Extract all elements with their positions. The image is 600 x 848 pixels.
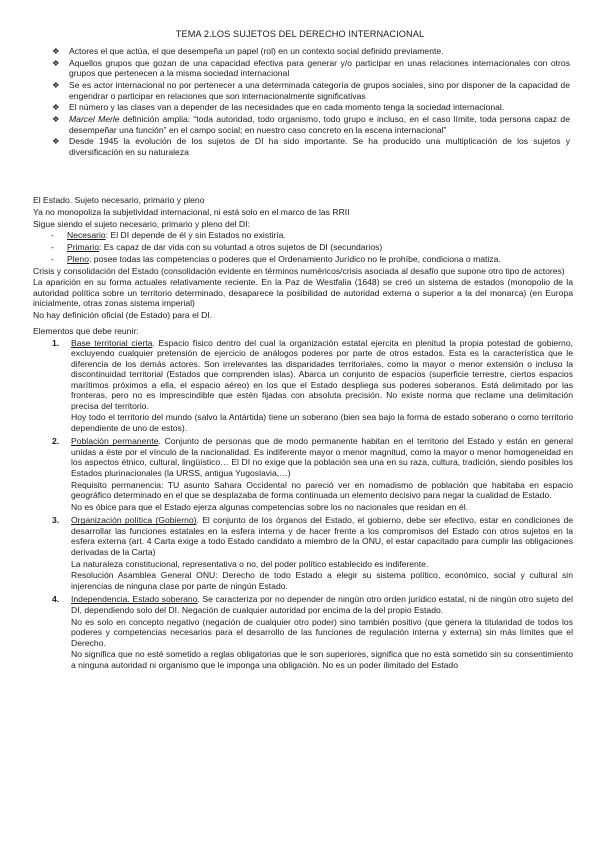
- list-item: [52, 46, 570, 56]
- item-number: 2.: [52, 436, 60, 447]
- term-text: : El DI depende de él y sin Estados no existiría.: [105, 230, 286, 241]
- term: Base territorial cierta: [71, 337, 153, 348]
- sub-paragraph: No significa que no esté sometido a reglas obligatorias que le son superiores, significa que no está sometido sin su consentimiento a ninguna autoridad ni organismo que le imponga una obligación. No es un poder ilimitado del Estado: [71, 649, 573, 670]
- sub-paragraph: No es óbice para que el Estado ejerza algunas competencias sobre los no nacionales que residan en él.: [71, 501, 468, 512]
- diamond-bullet-icon: ❖: [52, 114, 60, 125]
- item-number: 4.: [52, 594, 60, 605]
- list-item: [52, 58, 570, 79]
- dash-list: [33, 230, 573, 264]
- sub-paragraph: No es solo en concepto negativo (negación de cualquier otro poder) sino también positivo (que genera la titularidad de todos los poderes y competencias necesarios para el desarrollo de las funciones de regulación interna y externa) sin más límites que el Derecho.: [71, 616, 573, 648]
- dash-bullet-icon: -: [51, 242, 54, 253]
- term: Población permanente: [71, 436, 159, 447]
- bullet-text: definición amplia: “toda autoridad, todo organismo, todo grupo e incluso, en el caso límite, toda persona capaz de desempeñar una función” en el campo social; en nuestro caso concreto en la escena internacional”: [69, 114, 570, 135]
- bullet-text: Actores el que actúa, el que desempeña un papel (rol) en un contexto social definido previamente.: [69, 46, 444, 56]
- sub-paragraph: Hoy todo el territorio del mundo (salvo la Antártida) tiene un soberano (bien sea bajo la forma de estado soberano o como territorio dependiente de uno de estos).: [71, 412, 573, 433]
- term-text: . El conjunto de los órganos del Estado, el gobierno, debe ser efectivo, estar en condiciones de desarrollar las funciones estatales en la esfera interna y de hacer frente a los compromisos del Estado con otros sujetos en la esfera externa (art. 4 Carta exige a todo Estado candidato a miembro de la ONU, el estar capacitado para cumplir las obligaciones derivadas de la Carta): [71, 515, 574, 557]
- diamond-bullet-icon: ❖: [52, 57, 60, 68]
- list-item: [52, 102, 570, 112]
- dash-bullet-icon: -: [51, 230, 54, 241]
- paragraph: Sigue siendo el sujeto necesario, primario y pleno del DI:: [33, 218, 250, 229]
- numbered-list: [33, 338, 573, 671]
- list-item: [33, 594, 573, 670]
- bullet-text: Desde 1945 la evolución de los sujetos de DI ha sido importante. Se ha producido una multiplicación de los sujetos y diversificación en su naturaleza: [69, 136, 570, 157]
- diamond-bullet-icon: ❖: [52, 102, 60, 113]
- estado-section: [33, 195, 573, 673]
- list-item: [33, 254, 573, 264]
- term-text: . Espacio físico dentro del cual la organización estatal ejercita en plenitud la propia potestad de gobierno, excluyendo cualquier pretensión de ejercicio de análogos poderes por parte de otros estados. Esta es la característica que le diferencia de los demás actores. Son irrelevantes las disparidades territoriales, como la mayor o menor extensión o incluso la discontinuidad territorial (Estados que comprenden islas). Abarca un conjunto de espacios (superficie terrestre, ciertos espacios marítimos próximos a ella, el espacio aéreo) en los que el Estado despliega sus poderes soberanos. Está delimitado por las fronteras, pero no es imprescindible que estén fijadas con absoluta precisión. No existe norma que reclame una delimitación precisa del territorio.: [71, 337, 573, 411]
- term: Pleno: [67, 253, 89, 264]
- bullet-author: Marcel Merle: [69, 114, 120, 125]
- item-number: 3.: [52, 515, 60, 526]
- item-number: 1.: [52, 337, 60, 348]
- term: Independencia. Estado soberano: [71, 594, 198, 605]
- paragraph: Elementos que debe reunir:: [33, 326, 139, 336]
- paragraph: No hay definición oficial (de Estado) para el DI.: [33, 310, 213, 321]
- bullet-text: El número y las clases van a depender de las necesidades que en cada momento tenga la sociedad internacional.: [69, 102, 505, 113]
- bullet-list: [52, 46, 570, 159]
- diamond-bullet-icon: ❖: [52, 46, 60, 56]
- list-item: [33, 230, 573, 240]
- sub-paragraph: La naturaleza constitucional, representativa o no, del poder político establecido es indiferente.: [71, 558, 429, 569]
- term-text: : posee todas las competencias o poderes que el Ordenamiento Jurídico no le prohíbe, condiciona o matiza.: [88, 253, 501, 264]
- term: Necesario: [67, 230, 106, 241]
- list-item: [52, 80, 570, 101]
- list-item: [33, 338, 573, 434]
- list-item: [52, 114, 570, 135]
- paragraph: La aparición en su forma actuales relativamente reciente. En la Paz de Westfalia (1648) se creó un sistema de estados (monopolio de la autoridad política sobre un territorio determinado, desaparece la posibilidad de autoridad externa o superior a la del monarca) (en Europa inicialmente, otras zonas sistema imperial): [33, 277, 573, 309]
- bullet-text: Se es actor internacional no por pertenecer a una determinada categoría de grupos sociales, sino por disponer de la capacidad de engendrar o participar en relaciones que son internacionalmente significativas: [69, 80, 570, 101]
- term: Primario: [67, 242, 99, 253]
- term: Organización política (Gobierno): [71, 515, 197, 526]
- dash-bullet-icon: -: [51, 253, 54, 264]
- term-text: . Se caracteriza por no depender de ningún otro orden jurídico estatal, ni de ningún otro sujeto del DI, dependiendo solo del DI. Negación de cualquier autoridad por encima de la del propio Estado.: [71, 594, 573, 615]
- paragraph: Crisis y consolidación del Estado (consolidación evidente en términos numéricos/crisis asociada al desafío que supone otro tipo de actores): [33, 265, 565, 276]
- list-item: [52, 136, 570, 157]
- sub-paragraph: Resolución Asamblea General ONU: Derecho de todo Estado a elegir su sistema político, económico, social y cultural sin injerencias de ninguna clase por parte de ningún Estado.: [71, 570, 573, 591]
- list-item: [33, 242, 573, 252]
- bullet-text: Aquellos grupos que gozan de una capacidad efectiva para generar y/o participar en unas relaciones internacionales con otros grupos que pertenecen a la misma sociedad internacional: [69, 57, 570, 79]
- page-title: TEMA 2.LOS SUJETOS DEL DERECHO INTERNACIONAL: [175, 29, 425, 39]
- section-heading: El Estado. Sujeto necesario, primario y pleno: [33, 195, 205, 205]
- list-item: [33, 515, 573, 591]
- term-text: . Conjunto de personas que de modo permanente habitan en el territorio del Estado y están en general unidas a éste por el vínculo de la nacionalidad. Es indiferente mayor o menor magnitud, como la mayor o menor homogeneidad en los aspectos étnico, cultural, lingüístico… El DI no exige que la población sea una en su raza, cultura, tradición, siendo posibles los Estados plurinacionales (la URSS, antigua Yugoslavia,…): [71, 436, 573, 478]
- diamond-bullet-icon: ❖: [52, 80, 60, 91]
- diamond-bullet-icon: ❖: [52, 136, 60, 147]
- sub-paragraph: Requisito permanencia: TU asunto Sahara Occidental no pareció ver en nomadismo de población que habitaba en espacio geográfico determinado en el que se desplazaba de forma continuada un elemento decisivo para negar la cualidad de Estado.: [71, 479, 573, 501]
- list-item: [33, 436, 573, 512]
- term-text: : Es capaz de dar vida con su voluntad a otros sujetos de DI (secundarios): [99, 242, 383, 253]
- paragraph: Ya no monopoliza la subjetividad internacional, ni está solo en el marco de las RRII: [33, 206, 350, 217]
